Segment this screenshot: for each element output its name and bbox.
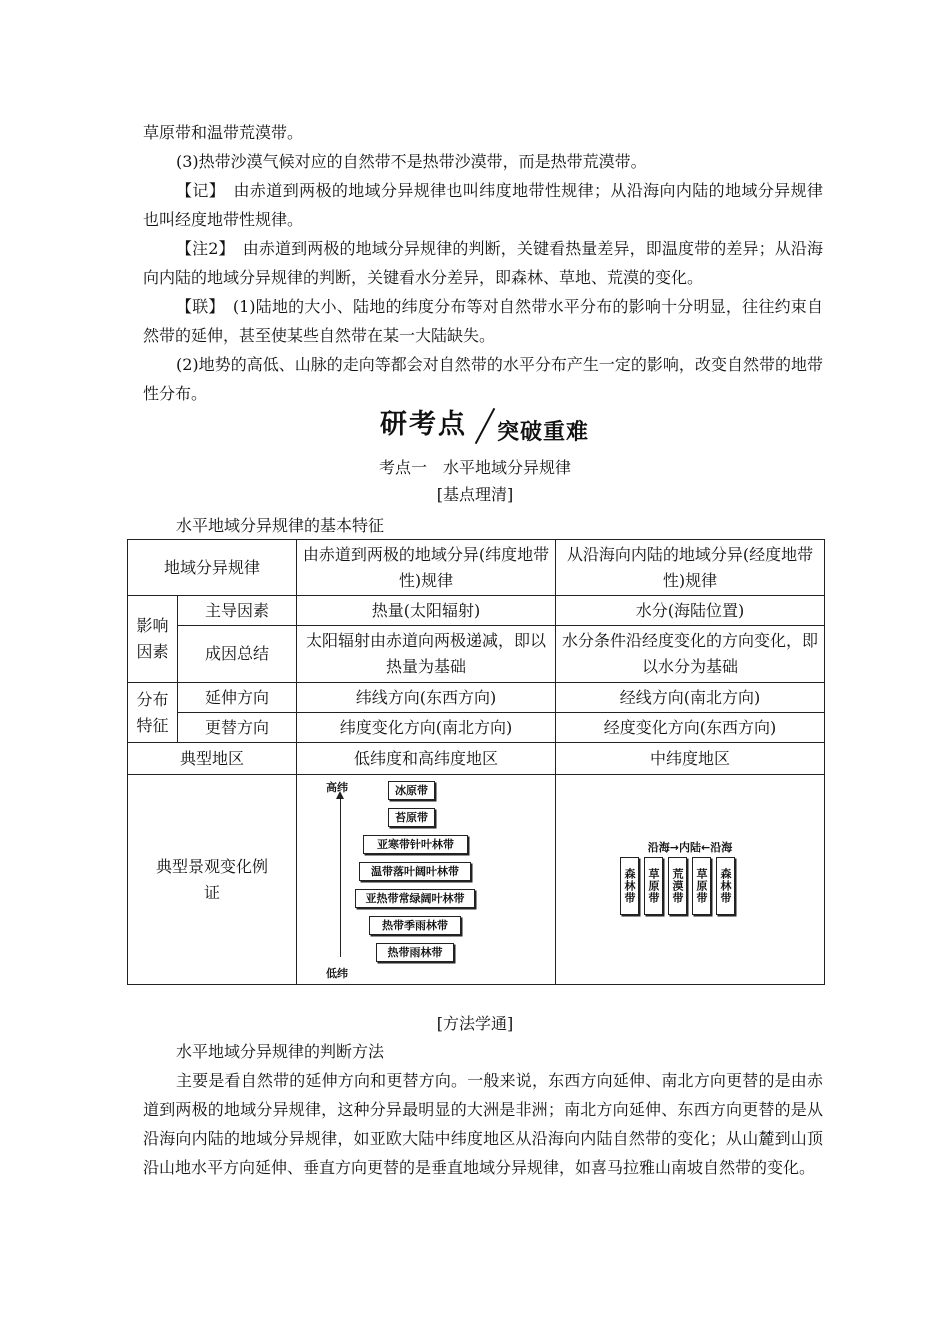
header-cell-category: 地域分异规律 [128,540,297,596]
belt-box: 热带雨林带 [376,943,454,962]
table-cell: 水分(海陆位置) [556,596,825,626]
paragraph-note-2: 【注2】 由赤道到两极的地域分异规律的判断，关键看热量差异，即温度带的差异；从沿海向内陆的地域分异规律的判断，关键看水分差异，即森林、草地、荒漠的变化。 [143,239,823,287]
table-cell: 水分条件沿经度变化的方向变化，即以水分为基础 [556,626,825,683]
belt-box: 热带季雨林带 [369,916,461,935]
paragraph-continuation: 草原带和温带荒漠带。 [143,123,304,142]
row-label: 典型景观变化例证 [128,775,297,985]
banner-main-title: 研考点 [380,409,467,440]
row-label: 主导因素 [178,596,297,626]
coast-right-label: 沿海 [710,840,733,854]
subsection-heading-basics: [基点理清] [436,485,514,504]
belt-box: 温带落叶阔叶林带 [359,862,471,881]
table-cell: 低纬度和高纬度地区 [297,743,556,775]
row-label: 更替方向 [178,713,297,743]
table-row [128,683,825,713]
row-label: 成因总结 [178,626,297,683]
table-cell: 经线方向(南北方向) [556,683,825,713]
table-cell: 中纬度地区 [556,743,825,775]
belt-box: 荒漠带 [668,857,687,915]
coast-left-label: 沿海 [647,840,670,854]
method-caption: 水平地域分异规律的判断方法 [176,1042,385,1061]
belt-box: 森林带 [716,857,735,915]
method-body: 主要是看自然带的延伸方向和更替方向。一般来说，东西方向延伸、南北方向更替的是由赤道到两极的地域分异规律，这种分异最明显的大洲是非洲；南北方向延伸、东西方向更替的是从沿海向内陆的地域分异规律，如亚欧大陆中纬度地区从沿海向内陆自然带的变化；从山麓到山顶沿山地水平方向延伸、垂直方向更替的是垂直地域分异规律，如喜马拉雅山南坡自然带的变化。 [143,1071,823,1177]
paragraph-link-1: 【联】 (1)陆地的大小、陆地的纬度分布等对自然带水平分布的影响十分明显，往往约束自然带的延伸，甚至使某些自然带在某一大陆缺失。 [143,297,823,345]
section-banner [380,398,610,448]
banner-subtitle: 突破重难 [497,420,590,445]
inland-label: 内陆 [679,840,702,854]
arrow-right-icon: → [669,840,680,854]
table-row [128,743,825,775]
table-cell: 经度变化方向(东西方向) [556,713,825,743]
subsection-heading-method: [方法学通] [436,1014,514,1033]
row-label: 典型地区 [128,743,297,775]
table-row [128,775,825,985]
belt-box: 苔原带 [388,808,435,827]
row-label: 延伸方向 [178,683,297,713]
belt-box: 亚寒带针叶林带 [363,835,468,854]
table-header-row [128,540,825,596]
table-cell: 热量(太阳辐射) [297,596,556,626]
coast-inland-header [620,835,760,861]
header-cell-latitudinal: 由赤道到两极的地域分异(纬度地带性)规律 [297,540,556,596]
latitudinal-zonation-diagram [326,777,526,982]
latitude-axis-line [340,797,341,957]
longitudinal-diagram-cell [556,775,825,985]
table-row [128,596,825,626]
high-latitude-label: 高纬 [326,781,349,794]
paragraph-note-3: (3)热带沙漠气候对应的自然带不是热带沙漠带，而是热带荒漠带。 [176,152,647,171]
belt-box: 森林带 [620,857,639,915]
table-cell: 纬线方向(东西方向) [297,683,556,713]
belt-box: 草原带 [644,857,663,915]
table-cell: 太阳辐射由赤道向两极递减，即以热量为基础 [297,626,556,683]
banner-slash-divider [475,408,496,444]
paragraph-remember: 【记】 由赤道到两极的地域分异规律也叫纬度地带性规律；从沿海向内陆的地域分异规律也叫经度地带性规律。 [143,181,823,229]
group-label-factors: 影响因素 [128,596,178,683]
belt-box: 草原带 [692,857,711,915]
group-label-distribution: 分布特征 [128,683,178,743]
low-latitude-label: 低纬 [326,967,349,980]
latitudinal-diagram-cell [297,775,556,985]
table-cell: 纬度变化方向(南北方向) [297,713,556,743]
table-caption: 水平地域分异规律的基本特征 [176,516,385,535]
longitudinal-zonation-diagram [620,835,760,925]
paragraph-link-2: (2)地势的高低、山脉的走向等都会对自然带的水平分布产生一定的影响，改变自然带的地带性分布。 [143,355,823,403]
table-row [128,713,825,743]
header-cell-longitudinal: 从沿海向内陆的地域分异(经度地带性)规律 [556,540,825,596]
belt-box: 冰原带 [388,781,435,800]
features-table [127,539,825,985]
section-title: 考点一 水平地域分异规律 [378,458,571,477]
belt-box: 亚热带常绿阔叶林带 [355,889,475,908]
arrow-left-icon: ← [701,840,711,854]
table-row [128,626,825,683]
